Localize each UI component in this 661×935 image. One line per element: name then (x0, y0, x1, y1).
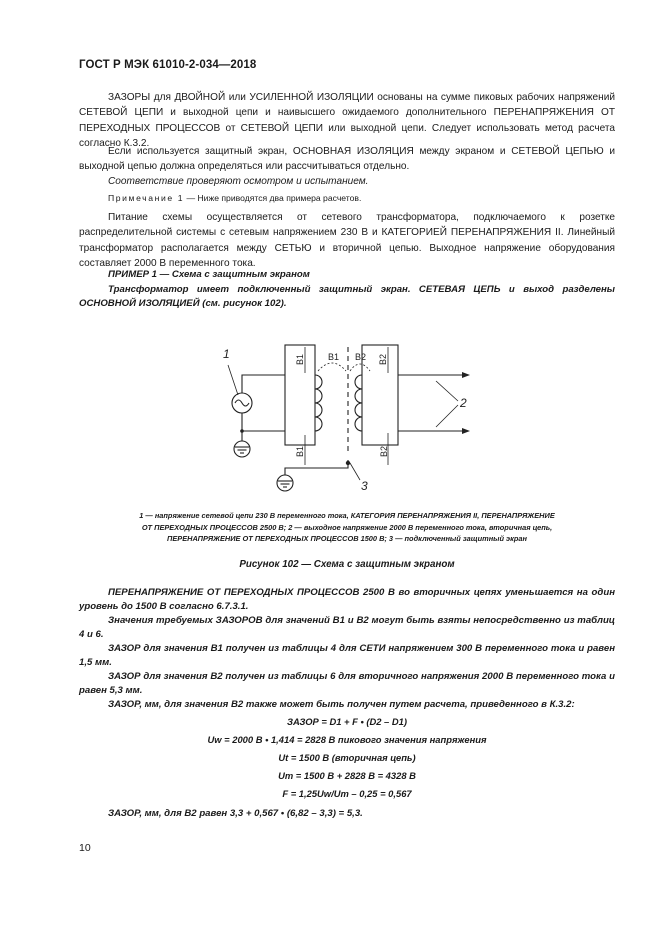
example-text: Трансформатор имеет подключенный защитный экран. СЕТЕВАЯ ЦЕПЬ и выход разделены ОСНОВНОЙ ИЗОЛЯЦИЕЙ (см. рисунок 102). (79, 284, 615, 309)
label-b1-top: B1 (295, 353, 305, 365)
calc-paragraph-5: ЗАЗОР, мм, для значения B2 также может быть получен путем расчета, приведенного в К.3.2: (108, 699, 575, 710)
equation-clearance: ЗАЗОР = D1 + F • (D2 – D1) (287, 716, 407, 727)
paragraph-compliance: Соответствие проверяют осмотром и испытанием. (108, 176, 369, 187)
equation-f: F = 1,25Uw/Um – 0,25 = 0,567 (282, 788, 412, 799)
label-b1-bottom: B1 (295, 445, 305, 457)
paragraph-supply: Питание схемы осуществляется от сетевого трансформатора, подключаемого к розетке распределительной системы с сетевым напряжением 230 В и КАТЕГОРИЕЙ ПЕРЕНАПРЯЖЕНИЯ II. Линейный трансформатор располагается между СЕТЬЮ и вторичной цепью. Выходное напряжение оборудования составляет 2000 В переменного тока. (79, 212, 615, 270)
circuit-diagram (200, 335, 500, 500)
ref-2: 2 (460, 396, 467, 410)
figure-title: Рисунок 102 — Схема с защитным экраном (239, 559, 455, 570)
paragraph-clearance: ЗАЗОРЫ для ДВОЙНОЙ или УСИЛЕННОЙ ИЗОЛЯЦИИ основаны на сумме пиковых рабочих напряжений СЕТЕВОЙ ЦЕПИ и выходной цепи и наивысшего ожидаемого дополнительного ПЕРЕНАПРЯЖЕНИЯ ОТ ПЕРЕХОДНЫХ ПРОЦЕССОВ от СЕТЕВОЙ ЦЕПИ или выходной цепи. Следует использовать метод расчета согласно К.3.2. (79, 92, 615, 150)
figure-caption (79, 510, 615, 545)
note-label: Примечание 1 (108, 193, 185, 203)
label-b1-mid: B1 (328, 352, 340, 362)
caption-line-1: 1 — напряжение сетевой цепи 230 В переменного тока, КАТЕГОРИЯ ПЕРЕНАПРЯЖЕНИЯ II, ПЕРЕНАПРЯЖЕНИЕ (139, 511, 555, 520)
primary-coil (315, 375, 322, 431)
page-number: 10 (79, 842, 91, 854)
page-header: ГОСТ Р МЭК 61010-2-034—2018 (79, 59, 257, 71)
equation-uw: Uw = 2000 В • 1,414 = 2828 В пикового значения напряжения (207, 734, 487, 745)
ref-1: 1 (223, 347, 230, 361)
paragraph-shield: Если используется защитный экран, ОСНОВНАЯ ИЗОЛЯЦИЯ между экраном и СЕТЕВОЙ ЦЕПЬЮ и выходной цепью должна определяться или рассчитываться отдельно. (79, 146, 615, 173)
note-1 (79, 191, 615, 206)
equation-um: Um = 1500 В + 2828 В = 4328 В (278, 770, 416, 781)
caption-line-2: ОТ ПЕРЕХОДНЫХ ПРОЦЕССОВ 2500 В; 2 — выходное напряжение 2000 В переменного тока, вторичная цепь, (141, 522, 553, 532)
calc-paragraph-4: ЗАЗОР для значения B2 получен из таблицы 6 для вторичного напряжения 2000 В переменного тока и равен 5,3 мм. (79, 671, 615, 696)
note-text: — Ниже приводятся два примера расчетов. (184, 193, 362, 203)
example-title: ПРИМЕР 1 — Схема с защитным экраном (108, 269, 310, 280)
label-b2-mid: B2 (355, 352, 367, 362)
secondary-coil (355, 375, 362, 431)
ref-3: 3 (361, 479, 368, 493)
calc-paragraph-2: Значения требуемых ЗАЗОРОВ для значений B1 и B2 могут быть взяты непосредственно из таблиц 4 и 6. (79, 615, 615, 640)
calc-paragraph-3: ЗАЗОР для значения B1 получен из таблицы 4 для СЕТИ напряжением 300 В переменного тока и равен 1,5 мм. (79, 643, 615, 668)
caption-line-3: ПЕРЕНАПРЯЖЕНИЕ ОТ ПЕРЕХОДНЫХ ПРОЦЕССОВ 1500 В; 3 — подключенный защитный экран (167, 534, 527, 543)
label-b2-top: B2 (378, 353, 388, 365)
calc-paragraph-1: ПЕРЕНАПРЯЖЕНИЕ ОТ ПЕРЕХОДНЫХ ПРОЦЕССОВ 2500 В во вторичных цепях уменьшается на один уровень до 1500 В согласно 6.7.3.1. (79, 587, 615, 612)
calc-result: ЗАЗОР, мм, для B2 равен 3,3 + 0,567 • (6,82 – 3,3) = 5,3. (108, 808, 363, 819)
equation-ut: Ut = 1500 В (вторичная цепь) (278, 752, 416, 763)
label-b2-bottom: B2 (379, 445, 389, 457)
